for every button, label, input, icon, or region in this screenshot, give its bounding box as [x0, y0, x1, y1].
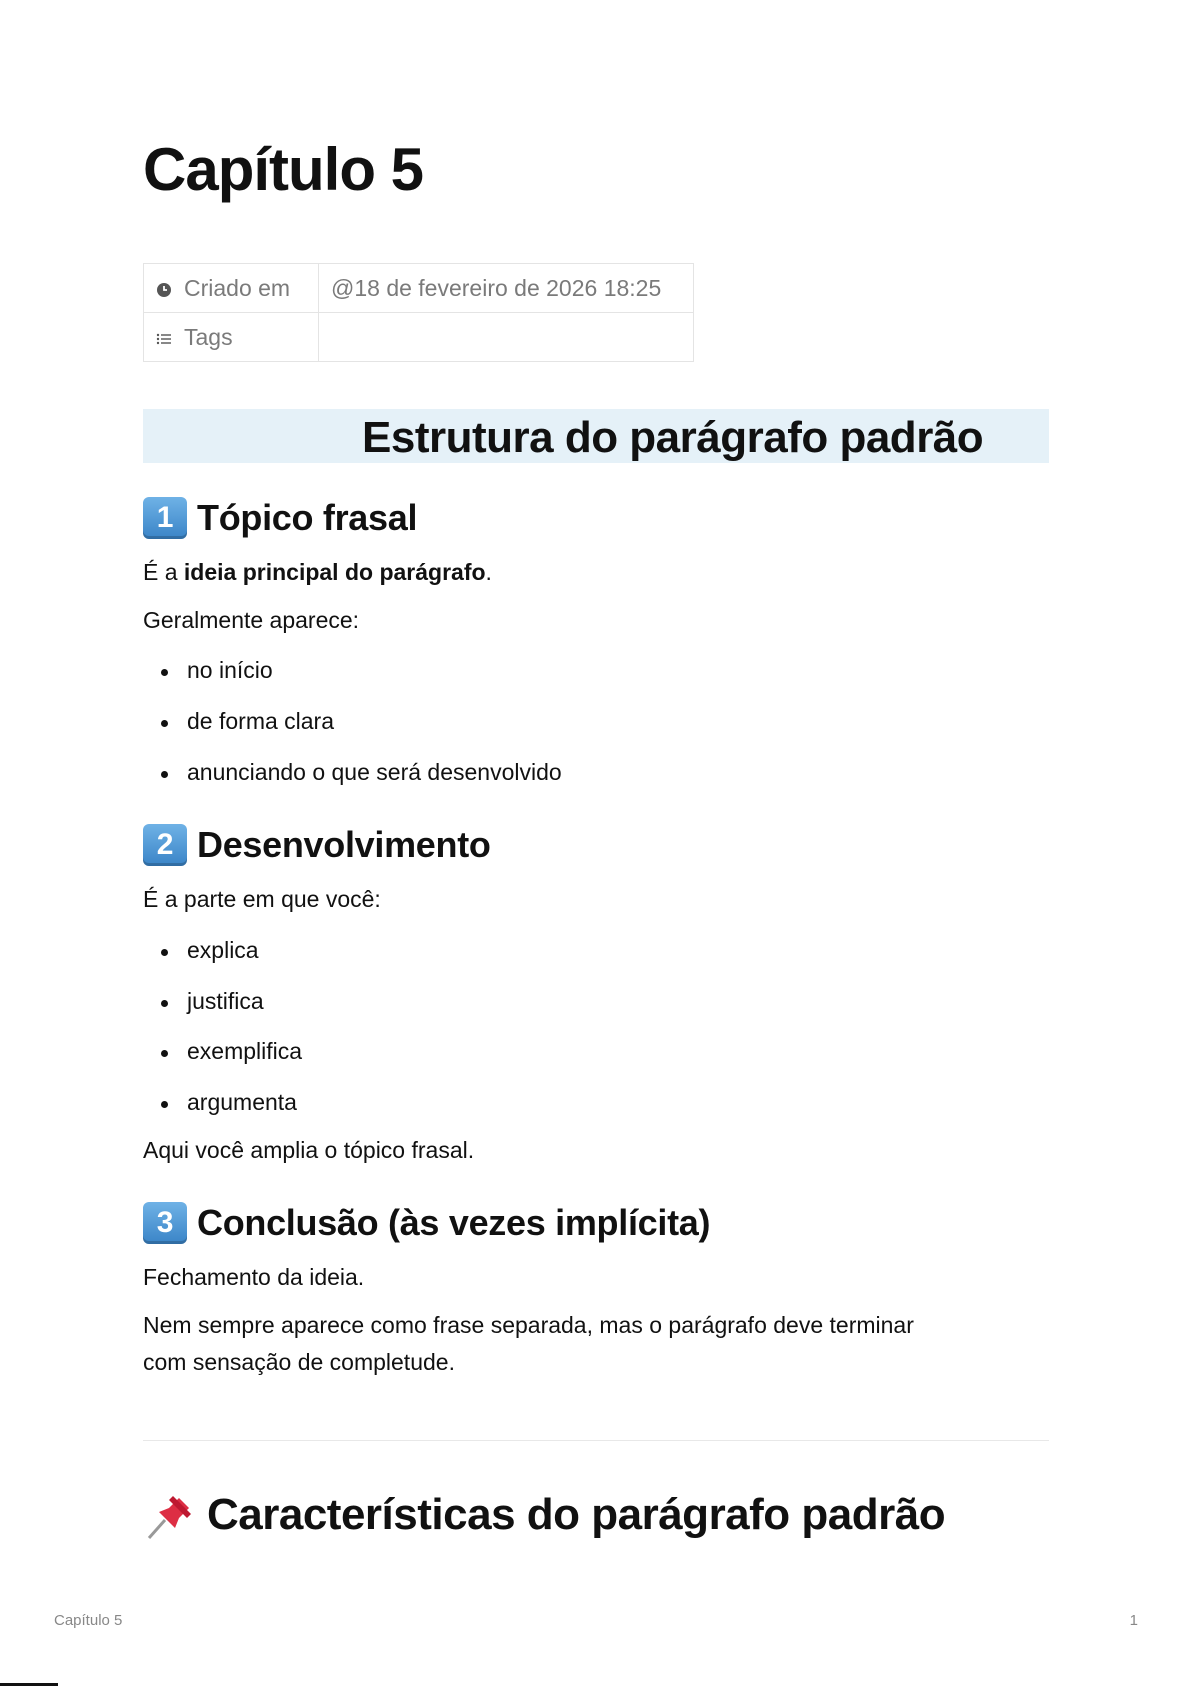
list-item: anunciando o que será desenvolvido [187, 759, 562, 785]
keycap-one-icon: 1 [143, 497, 187, 539]
pushpin-icon [143, 1488, 197, 1542]
heading-desenvolvimento: 2 Desenvolvimento [143, 824, 491, 866]
keycap-two-icon: 2 [143, 824, 187, 866]
banner-heading: Estrutura do parágrafo padrão [362, 413, 984, 462]
paragraph: Geralmente aparece: [143, 607, 360, 633]
divider [143, 1440, 1049, 1441]
property-key: Criado em [184, 274, 291, 301]
list-item: justifica [187, 988, 264, 1014]
heading-caracteristicas: Características do parágrafo padrão [143, 1488, 945, 1542]
page-edge-mark [0, 1683, 58, 1686]
property-key: Tags [184, 323, 233, 350]
paragraph: Aqui você amplia o tópico frasal. [143, 1137, 475, 1163]
property-row-tags[interactable] [144, 313, 694, 362]
page-title: Capítulo 5 [143, 136, 424, 203]
clock-icon [156, 282, 172, 298]
footer-document-title: Capítulo 5 [54, 1612, 123, 1629]
list-item: explica [187, 937, 259, 963]
keycap-three-icon: 3 [143, 1202, 187, 1244]
list-icon [156, 331, 172, 347]
paragraph: É a parte em que você: [143, 886, 381, 912]
heading-conclusao: 3 Conclusão (às vezes implícita) [143, 1202, 710, 1244]
list-item: no início [187, 657, 273, 683]
section-banner [143, 409, 1049, 463]
list-item: de forma clara [187, 708, 335, 734]
list-item: exemplifica [187, 1038, 303, 1064]
property-value: @18 de fevereiro de 2026 18:25 [319, 264, 694, 313]
heading-topico-frasal: 1 Tópico frasal [143, 497, 417, 539]
footer-page-number: 1 [1129, 1612, 1138, 1629]
properties-table [143, 263, 694, 362]
property-row-created[interactable] [144, 264, 694, 313]
property-value [319, 313, 694, 362]
list-item: argumenta [187, 1089, 297, 1115]
paragraph: Fechamento da ideia. [143, 1264, 365, 1290]
paragraph: É a ideia principal do parágrafo. [143, 559, 492, 585]
paragraph: Nem sempre aparece como frase separada, mas o parágrafo deve terminar com sensação de completude. [143, 1312, 914, 1375]
